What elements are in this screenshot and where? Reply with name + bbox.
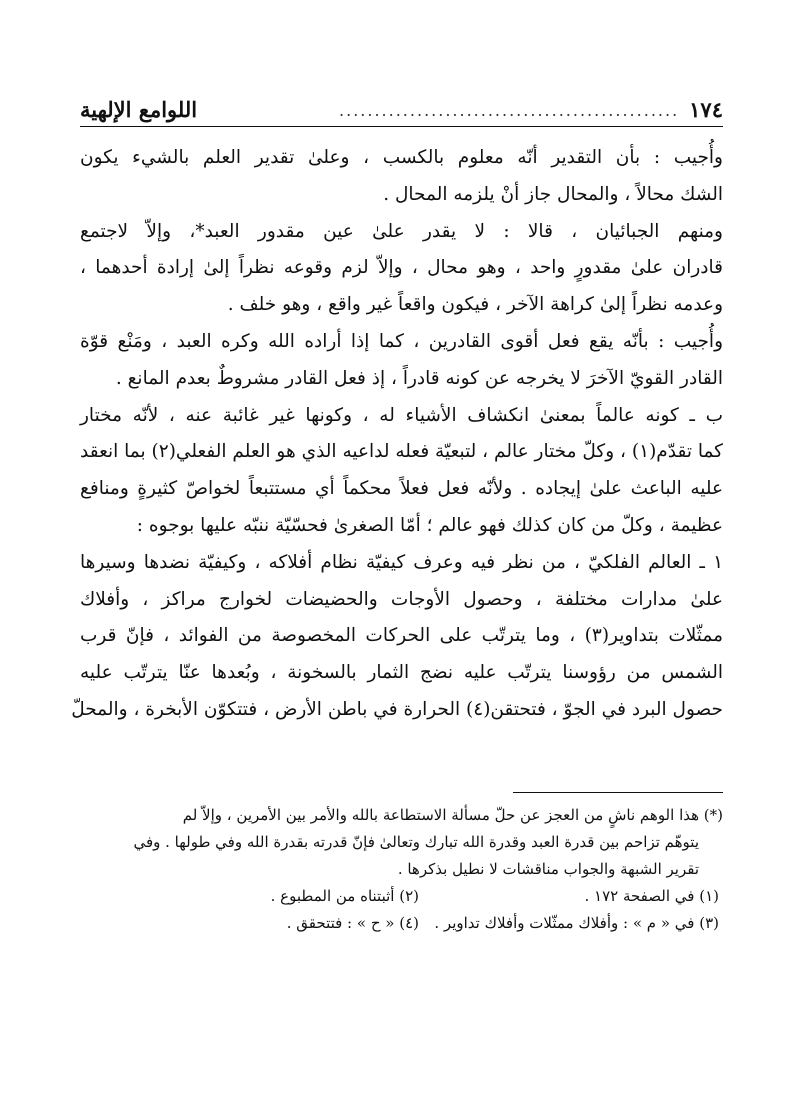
text-line: الشمس من رؤوسنا يترتّب عليه نضج الثمار بالسخونة ، وبُعدها عنّا يترتّب عليه <box>80 662 723 684</box>
text-line: ب ـ كونه عالماً بمعنىٰ انكشاف الأشياء له ، وكونها غير غائبة عنه ، لأنّه مختار <box>80 404 723 426</box>
text-line: وعدمه نظراً إلىٰ كراهة الآخر ، فيكون واقعاً غير واقع ، وهو خلف . <box>227 294 723 316</box>
footnote-row <box>80 883 723 910</box>
footnote-1: (١) في الصفحة ١٧٢ . <box>584 887 719 905</box>
text-line: وأُجيب : بأن التقدير أنّه معلوم بالكسب ، وعلىٰ تقدير العلم بالشيء يكون <box>80 147 723 168</box>
text-line: ومنهم الجبائيان ، قالا : لا يقدر علىٰ عين مقدور العبد*، وإلاّ لاجتمع <box>80 220 723 242</box>
running-header <box>80 92 723 127</box>
footnote-star-line: يتوهّم تزاحم بين قدرة العبد وقدرة الله تبارك وتعالىٰ فإنّ قدرته بقدرة الله وفي طولها . وفي <box>133 833 699 851</box>
text-line: ممثّلات بتداوير(٣) ، وما يترتّب على الحركات المخصوصة من الفوائد ، فإنّ قرب <box>80 625 723 647</box>
header-leader-dots: ................................................ <box>339 101 680 120</box>
text-line: قادران علىٰ مقدورٍ واحد ، وهو محال ، وإلاّ لزم وقوعه نظراً إلىٰ إرادة أحدهما ، <box>80 257 723 279</box>
footnote-separator <box>513 792 723 793</box>
footnote-4: (٤) « ح » : فتتحقق . <box>286 914 419 932</box>
footnote-star-line: تقرير الشبهة والجواب مناقشات لا نطيل بذكرها . <box>397 860 699 878</box>
footnote-3: (٣) في « م » : وأفلاك ممثّلات وأفلاك تداوير . <box>434 914 719 932</box>
text-line: وأُجيب : بأنّه يقع فعل أقوى القادرين ، كما إذا أراده الله وكره العبد ، ومَنْع قوّة <box>80 330 723 352</box>
page-number: ١٧٤ <box>689 97 723 122</box>
footnote-star-line: (*) هذا الوهم ناشٍ من العجز عن حلّ مسألة الاستطاعة بالله والأمر بين الأمرين ، وإلاّ لم <box>182 806 723 824</box>
footnote-2: (٢) أثبتناه من المطبوع . <box>270 887 419 905</box>
main-text <box>71 140 723 729</box>
text-line: حصول البرد في الجوّ ، فتحتقن(٤) الحرارة في باطن الأرض ، فتتكوّن الأبخرة ، والمحلّ <box>71 698 723 720</box>
text-line: القادر القويّ الآخرَ لا يخرجه عن كونه قادراً ، إذ فعل القادر مشروطٌ بعدم المانع . <box>115 367 723 389</box>
footnotes <box>80 802 723 937</box>
text-line: علىٰ مدارات مختلفة ، وحصول الأوجات والحضيضات لخوارج مراكز ، وأفلاك <box>80 588 723 610</box>
text-line: ١ ـ العالم الفلكيّ ، من نظر فيه وعرف كيفيّة نظام أفلاكه ، وكيفيّة نضدها وسيرها <box>80 551 723 573</box>
text-line: عليه الباعث علىٰ إيجاده . ولأنّه فعل فعلاً محكماً أي مستتبعاً لخواصّ كثيرةٍ ومنافع <box>80 478 723 500</box>
text-line: عظيمة ، وكلّ من كان كذلك فهو عالم ؛ أمّا الصغرىٰ فحسّيّة ننبّه عليها بوجوه : <box>136 514 723 536</box>
text-line: الشك محالاً ، والمحال جاز أنْ يلزمه المحال . <box>383 183 723 205</box>
footnote-row <box>80 910 723 937</box>
running-title: اللوامع الإلهية <box>80 97 198 122</box>
text-line: كما تقدّم(١) ، وكلّ مختار عالم ، لتبعيّة فعله لداعيه الذي هو العلم الفعلي(٢) بما انعقد <box>80 441 723 463</box>
